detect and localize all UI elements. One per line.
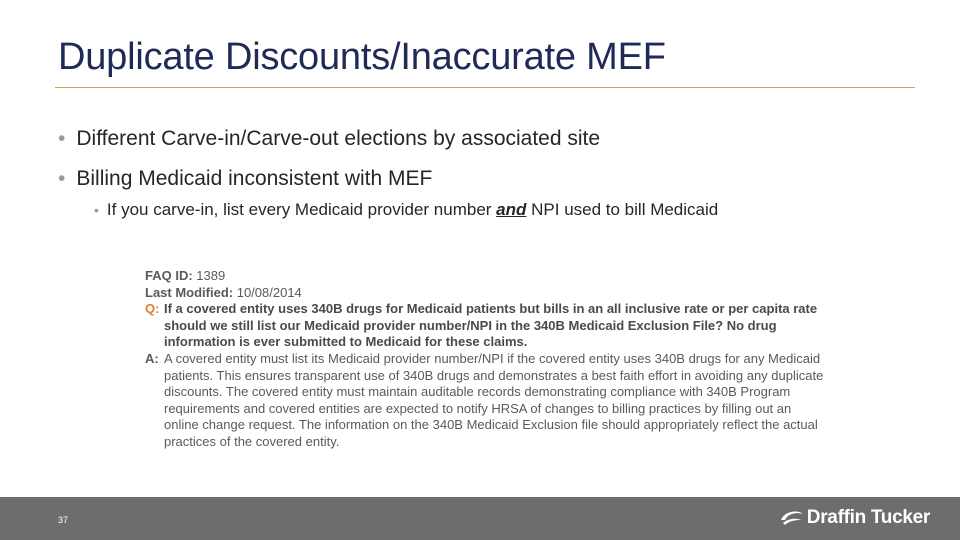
faq-modified-line xyxy=(145,285,825,302)
sub-bullet-marker: • xyxy=(94,202,99,218)
footer-bar xyxy=(0,497,960,540)
bullet-text: Different Carve-in/Carve-out elections by associated site xyxy=(76,127,601,150)
sub-bullet-emphasis: and xyxy=(496,200,527,219)
bullet-billing-medicaid xyxy=(58,167,432,191)
faq-excerpt xyxy=(145,268,825,451)
bullet-marker: • xyxy=(58,167,66,190)
slide-title: Duplicate Discounts/Inaccurate MEF xyxy=(58,36,666,78)
page-number: 37 xyxy=(58,515,69,525)
faq-question-row xyxy=(145,301,825,351)
faq-answer-row xyxy=(145,351,825,451)
faq-id-value: 1389 xyxy=(192,268,226,283)
sub-bullet-carve-in xyxy=(94,200,718,220)
faq-id-label: FAQ ID: xyxy=(145,268,193,283)
faq-question-text: If a covered entity uses 340B drugs for Medicaid patients but bills in an all inclusive rate or per capita rate should we still list our Medicaid provider number/NPI in the 340B Medicaid Exclusion File? No drug information is ever submitted to Medicaid for these claims. xyxy=(164,301,818,350)
faq-modified-label: Last Modified: xyxy=(145,284,234,300)
title-divider xyxy=(55,87,915,88)
faq-id-line xyxy=(145,268,825,285)
faq-answer-text: A covered entity must list its Medicaid provider number/NPI if the covered entity uses 340B drugs for any Medicaid patients. This ensures transparent use of 340B drugs and demonstrates a best faith effort in avoiding any duplicate discounts. The covered entity must maintain auditable records demonstrating compliance with 340B Program requirements and covered entities are expected to notify HRSA of changes to billing practices by filling out an online change request. The information on the 340B Medicaid Exclusion file should appropriately reflect the actual practices of the covered entity. xyxy=(164,350,824,449)
bullet-text: Billing Medicaid inconsistent with MEF xyxy=(76,167,433,190)
faq-answer-label: A: xyxy=(145,350,159,366)
logo-text: Draffin Tucker xyxy=(806,507,930,528)
company-logo xyxy=(779,507,930,529)
sub-bullet-text-after: NPI used to bill Medicaid xyxy=(526,200,719,219)
bullet-marker: • xyxy=(58,127,66,150)
bullet-carve-elections xyxy=(58,127,600,151)
faq-question-label: Q: xyxy=(145,301,160,317)
sub-bullet-text-before: If you carve-in, list every Medicaid provider number xyxy=(106,200,497,219)
swoosh-icon xyxy=(779,508,805,528)
faq-modified-value: 10/08/2014 xyxy=(233,284,302,300)
